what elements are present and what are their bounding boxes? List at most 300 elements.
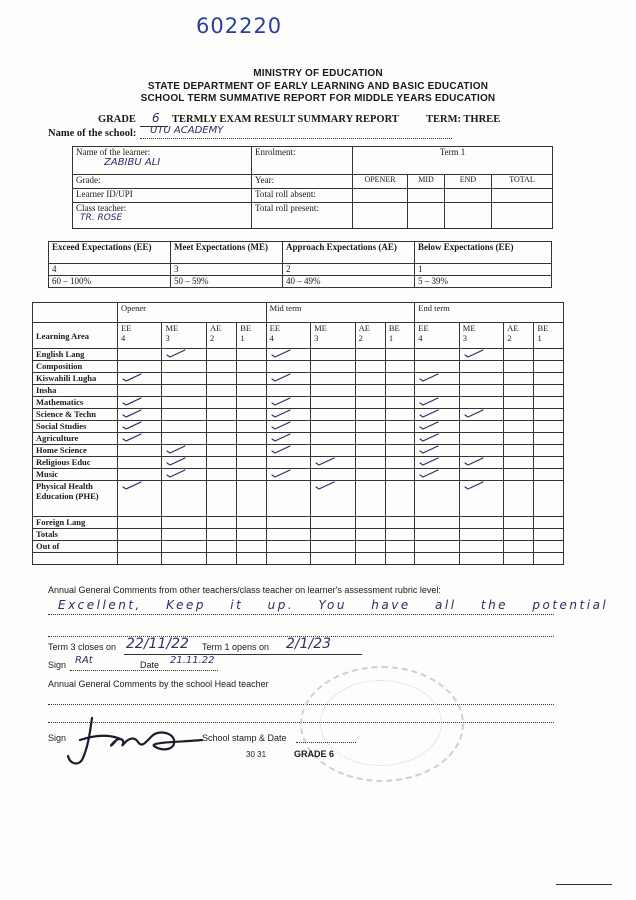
grade-cell bbox=[504, 421, 534, 433]
grade-cell bbox=[415, 445, 459, 457]
grade-cell bbox=[459, 469, 503, 481]
grade-cell bbox=[355, 397, 385, 409]
rubric-table bbox=[48, 241, 552, 288]
check-mark-icon bbox=[463, 409, 483, 417]
grade-cell bbox=[311, 517, 355, 529]
check-mark-icon bbox=[270, 421, 290, 429]
grade-cell bbox=[162, 457, 206, 469]
grade-cell bbox=[162, 409, 206, 421]
table-row bbox=[33, 529, 564, 541]
grade-cell bbox=[415, 457, 459, 469]
table-row bbox=[33, 433, 564, 445]
grade-label: GRADE bbox=[98, 114, 136, 125]
grade-cell bbox=[162, 517, 206, 529]
table-row bbox=[33, 385, 564, 397]
grade-cell bbox=[237, 517, 266, 529]
learner-info-table bbox=[72, 146, 553, 229]
table-row bbox=[33, 373, 564, 385]
grade-cell bbox=[415, 361, 459, 373]
grade-cell bbox=[385, 349, 414, 361]
level-header-cell: AE 2 bbox=[504, 323, 534, 349]
grade-cell bbox=[415, 481, 459, 517]
grade-cell bbox=[504, 541, 534, 553]
grade-cell bbox=[118, 349, 162, 361]
grade-cell bbox=[311, 349, 355, 361]
grade-cell bbox=[504, 373, 534, 385]
bottom-rule bbox=[556, 884, 612, 885]
grade-cell bbox=[534, 445, 564, 457]
rubric-header-ae: Approach Expectations (AE) bbox=[283, 242, 415, 264]
grade-cell bbox=[415, 397, 459, 409]
grade-cell bbox=[162, 553, 206, 565]
grade-cell bbox=[459, 529, 503, 541]
learning-area-name: Out of bbox=[33, 541, 118, 553]
grade-cell bbox=[385, 517, 414, 529]
table-row bbox=[33, 553, 564, 565]
grade-cell bbox=[504, 445, 534, 457]
grade-cell bbox=[162, 361, 206, 373]
grade-cell bbox=[237, 541, 266, 553]
grade-cell bbox=[162, 373, 206, 385]
grade-cell bbox=[504, 553, 534, 565]
grade-cell bbox=[237, 481, 266, 517]
grade-cell bbox=[385, 421, 414, 433]
grade-cell bbox=[355, 433, 385, 445]
learning-area-name: Foreign Lang bbox=[33, 517, 118, 529]
grade-cell bbox=[311, 553, 355, 565]
level-header-cell: ME 3 bbox=[459, 323, 503, 349]
grade-cell bbox=[534, 409, 564, 421]
grade-cell bbox=[162, 433, 206, 445]
grade-cell bbox=[415, 385, 459, 397]
learner-name-value: ZABIBU ALI bbox=[104, 157, 161, 168]
grade-cell bbox=[311, 529, 355, 541]
grade-cell bbox=[206, 553, 236, 565]
grade-cell bbox=[266, 349, 310, 361]
grade-cell bbox=[459, 349, 503, 361]
grade-cell bbox=[162, 541, 206, 553]
grade-cell bbox=[206, 469, 236, 481]
grade-cell bbox=[237, 397, 266, 409]
grade-cell bbox=[415, 409, 459, 421]
grade-cell bbox=[459, 553, 503, 565]
check-mark-icon bbox=[463, 349, 483, 357]
grade-cell bbox=[311, 385, 355, 397]
grade-cell bbox=[206, 421, 236, 433]
grade-cell bbox=[118, 529, 162, 541]
footer-grade: GRADE 6 bbox=[294, 749, 335, 759]
grade-cell bbox=[266, 385, 310, 397]
grade-cell bbox=[266, 541, 310, 553]
check-mark-icon bbox=[121, 397, 141, 405]
learning-area-name: Mathematics bbox=[33, 397, 118, 409]
rubric-point: 3 bbox=[171, 264, 283, 276]
class-teacher-value: TR. ROSE bbox=[80, 213, 123, 223]
grade-cell bbox=[118, 541, 162, 553]
grade-cell bbox=[459, 361, 503, 373]
level-header-cell: AE 2 bbox=[355, 323, 385, 349]
grade-cell bbox=[206, 361, 236, 373]
rubric-range: 60 – 100% bbox=[49, 276, 171, 288]
level-header-cell: BE 1 bbox=[237, 323, 266, 349]
grade-cell bbox=[355, 469, 385, 481]
check-mark-icon bbox=[165, 457, 185, 465]
grade-cell bbox=[206, 397, 236, 409]
grade-cell bbox=[385, 397, 414, 409]
grade-cell bbox=[266, 445, 310, 457]
grade-cell bbox=[118, 421, 162, 433]
grade-cell bbox=[534, 457, 564, 469]
level-header-cell: BE 1 bbox=[534, 323, 564, 349]
learning-area-name: Agriculture bbox=[33, 433, 118, 445]
rubric-point: 2 bbox=[283, 264, 415, 276]
check-mark-icon bbox=[165, 445, 185, 453]
grade-cell bbox=[385, 433, 414, 445]
grade-cell bbox=[118, 409, 162, 421]
term-closes-label: Term 3 closes on bbox=[48, 642, 117, 652]
learning-area-name: Home Science bbox=[33, 445, 118, 457]
class-teacher-cell bbox=[73, 203, 252, 229]
period-header-endterm: End term bbox=[415, 303, 564, 323]
grade-cell bbox=[118, 517, 162, 529]
check-mark-icon bbox=[418, 433, 438, 441]
sign-label: Sign bbox=[48, 660, 67, 670]
sign-value: RAt bbox=[75, 655, 93, 666]
check-mark-icon bbox=[121, 481, 141, 489]
grade-cell bbox=[355, 553, 385, 565]
grade-cell bbox=[385, 553, 414, 565]
rubric-point: 1 bbox=[415, 264, 552, 276]
grade-cell bbox=[415, 469, 459, 481]
grade-cell bbox=[237, 529, 266, 541]
grade-cell bbox=[355, 361, 385, 373]
grade-cell bbox=[415, 433, 459, 445]
grade-cell bbox=[459, 517, 503, 529]
learning-area-name: Physical Health Education (PHE) bbox=[33, 481, 118, 517]
grade-cell bbox=[504, 529, 534, 541]
grade-cell bbox=[266, 409, 310, 421]
grade-cell bbox=[385, 361, 414, 373]
grade-cell bbox=[266, 529, 310, 541]
grade-cell bbox=[311, 433, 355, 445]
grade-cell bbox=[355, 385, 385, 397]
grade-cell bbox=[237, 469, 266, 481]
grade-cell bbox=[415, 373, 459, 385]
check-mark-icon bbox=[418, 373, 438, 381]
rubric-range: 40 – 49% bbox=[283, 276, 415, 288]
grade-cell bbox=[355, 457, 385, 469]
check-mark-icon bbox=[270, 433, 290, 441]
table-row bbox=[33, 349, 564, 361]
table-row bbox=[33, 541, 564, 553]
table-row bbox=[33, 457, 564, 469]
grade-cell bbox=[162, 445, 206, 457]
grade-cell bbox=[534, 349, 564, 361]
grade-cell bbox=[162, 529, 206, 541]
grade-cell bbox=[355, 421, 385, 433]
grade-cell bbox=[534, 397, 564, 409]
grade-cell bbox=[311, 481, 355, 517]
grade-cell bbox=[118, 373, 162, 385]
grade-cell bbox=[266, 433, 310, 445]
grade-cell bbox=[459, 433, 503, 445]
grade-cell bbox=[206, 349, 236, 361]
learning-area-name: Religious Educ bbox=[33, 457, 118, 469]
grade-cell bbox=[237, 433, 266, 445]
grade-cell bbox=[534, 385, 564, 397]
grade-cell bbox=[162, 397, 206, 409]
total-label: TOTAL bbox=[492, 175, 553, 189]
grade-cell bbox=[459, 409, 503, 421]
grade-cell bbox=[504, 349, 534, 361]
table-row bbox=[33, 469, 564, 481]
opener-label: OPENER bbox=[353, 175, 408, 189]
grade-cell bbox=[311, 361, 355, 373]
page-numbers: 30 31 bbox=[246, 750, 267, 759]
grade-cell bbox=[534, 553, 564, 565]
grade-cell bbox=[266, 553, 310, 565]
grade-cell bbox=[311, 397, 355, 409]
grade-cell bbox=[355, 445, 385, 457]
grade-cell bbox=[237, 421, 266, 433]
head-signature bbox=[62, 712, 212, 768]
grade-cell bbox=[237, 349, 266, 361]
check-mark-icon bbox=[314, 457, 334, 465]
grade-cell bbox=[355, 517, 385, 529]
learning-area-name: Social Studies bbox=[33, 421, 118, 433]
grade-cell bbox=[266, 397, 310, 409]
grade-cell bbox=[355, 529, 385, 541]
grade-cell bbox=[385, 481, 414, 517]
grade-cell bbox=[311, 469, 355, 481]
grade-cell bbox=[415, 349, 459, 361]
term-opens-value: 2/1/23 bbox=[286, 636, 332, 652]
head-comment-label: Annual General Comments by the school Head teacher bbox=[48, 679, 269, 689]
learning-area-name: Insha bbox=[33, 385, 118, 397]
grade-cell bbox=[534, 433, 564, 445]
check-mark-icon bbox=[270, 469, 290, 477]
learning-area-header: Learning Area bbox=[33, 323, 118, 349]
learner-id-label: Learner ID/UPI bbox=[73, 189, 252, 203]
grade-cell bbox=[504, 397, 534, 409]
check-mark-icon bbox=[165, 349, 185, 357]
grade-cell bbox=[206, 517, 236, 529]
report-title: TERMLY EXAM RESULT SUMMARY REPORT bbox=[172, 114, 399, 125]
roll-absent-label: Total roll absent: bbox=[252, 189, 353, 203]
grade-cell bbox=[266, 469, 310, 481]
rubric-header-me: Meet Expectations (ME) bbox=[171, 242, 283, 264]
grade-cell bbox=[504, 433, 534, 445]
mid-label: MID bbox=[408, 175, 445, 189]
check-mark-icon bbox=[165, 469, 185, 477]
grade-cell bbox=[206, 433, 236, 445]
rubric-range: 5 – 39% bbox=[415, 276, 552, 288]
grade-cell bbox=[237, 553, 266, 565]
grade-cell bbox=[118, 469, 162, 481]
end-label: END bbox=[445, 175, 492, 189]
grade-cell bbox=[237, 409, 266, 421]
level-header-cell: EE 4 bbox=[118, 323, 162, 349]
grade-cell bbox=[266, 421, 310, 433]
learning-area-name bbox=[33, 553, 118, 565]
grade-cell bbox=[504, 481, 534, 517]
period-header-opener: Opener bbox=[118, 303, 267, 323]
check-mark-icon bbox=[270, 445, 290, 453]
check-mark-icon bbox=[418, 397, 438, 405]
grade-cell bbox=[534, 541, 564, 553]
level-header-cell: AE 2 bbox=[206, 323, 236, 349]
grade-cell bbox=[504, 457, 534, 469]
stamp-date-label: School stamp & Date bbox=[202, 733, 287, 743]
head-sign-label: Sign bbox=[48, 733, 67, 743]
rubric-point: 4 bbox=[49, 264, 171, 276]
term-closes-value: 22/11/22 bbox=[126, 636, 189, 652]
learner-name-label: Name of the learner: bbox=[76, 147, 151, 157]
grade-cell bbox=[504, 517, 534, 529]
grade-cell bbox=[237, 457, 266, 469]
grade-value: 6 bbox=[152, 111, 160, 125]
table-row bbox=[33, 517, 564, 529]
date-value: 21.11.22 bbox=[170, 655, 215, 666]
teacher-comment-value: Excellent, Keep it up. You have all the potential bbox=[58, 598, 609, 612]
table-row bbox=[33, 481, 564, 517]
grade-cell bbox=[459, 445, 503, 457]
level-header-cell: ME 3 bbox=[311, 323, 355, 349]
check-mark-icon bbox=[270, 409, 290, 417]
grade-cell bbox=[534, 421, 564, 433]
grade-cell bbox=[385, 457, 414, 469]
grade-cell bbox=[206, 409, 236, 421]
learning-area-grid bbox=[32, 302, 564, 565]
grade-cell bbox=[266, 373, 310, 385]
stamp-inner-ring bbox=[320, 680, 442, 766]
table-row bbox=[33, 361, 564, 373]
grade-cell bbox=[118, 385, 162, 397]
learner-name-cell bbox=[73, 147, 252, 175]
rubric-header-ee: Exceed Expectations (EE) bbox=[49, 242, 171, 264]
grade-cell bbox=[266, 481, 310, 517]
grade-cell bbox=[415, 421, 459, 433]
check-mark-icon bbox=[418, 421, 438, 429]
grade-cell bbox=[206, 541, 236, 553]
grade-cell bbox=[118, 445, 162, 457]
grade-cell bbox=[237, 385, 266, 397]
check-mark-icon bbox=[418, 457, 438, 465]
rubric-header-be: Below Expectations (EE) bbox=[415, 242, 552, 264]
enrolment-label: Enrolment: bbox=[252, 147, 353, 175]
learning-area-name: Composition bbox=[33, 361, 118, 373]
grade-cell bbox=[311, 421, 355, 433]
grade-cell bbox=[459, 397, 503, 409]
date-label: Date bbox=[140, 660, 160, 670]
table-row bbox=[33, 445, 564, 457]
grade-cell bbox=[311, 409, 355, 421]
year-label: Year: bbox=[252, 175, 353, 189]
grade-cell bbox=[459, 373, 503, 385]
grade-cell bbox=[504, 469, 534, 481]
school-label: Name of the school: bbox=[48, 128, 137, 139]
grade-cell bbox=[459, 541, 503, 553]
grade-cell bbox=[118, 361, 162, 373]
grade-cell bbox=[385, 373, 414, 385]
level-header-cell: EE 4 bbox=[415, 323, 459, 349]
grade-cell bbox=[355, 409, 385, 421]
grade-cell bbox=[311, 373, 355, 385]
grade-cell bbox=[237, 373, 266, 385]
grade-cell bbox=[162, 349, 206, 361]
grade-cell bbox=[355, 541, 385, 553]
grade-cell bbox=[355, 349, 385, 361]
check-mark-icon bbox=[121, 409, 141, 417]
school-name: UTU ACADEMY bbox=[150, 125, 224, 136]
grade-cell bbox=[118, 433, 162, 445]
period-header-midterm: Mid term bbox=[266, 303, 415, 323]
grade-field-label: Grade: bbox=[73, 175, 252, 189]
grade-cell bbox=[534, 529, 564, 541]
learning-area-name: Science & Techn bbox=[33, 409, 118, 421]
grade-cell bbox=[162, 469, 206, 481]
ministry-title: MINISTRY OF EDUCATION bbox=[253, 68, 383, 79]
grade-cell bbox=[504, 385, 534, 397]
table-row bbox=[33, 397, 564, 409]
term-label: TERM: THREE bbox=[426, 114, 501, 125]
learning-area-name: Kiswahili Lugha bbox=[33, 373, 118, 385]
check-mark-icon bbox=[314, 481, 334, 489]
grade-cell bbox=[206, 373, 236, 385]
check-mark-icon bbox=[463, 457, 483, 465]
check-mark-icon bbox=[270, 373, 290, 381]
class-teacher-label: Class teacher: bbox=[76, 203, 127, 213]
grade-cell bbox=[459, 385, 503, 397]
check-mark-icon bbox=[463, 481, 483, 489]
grade-cell bbox=[385, 409, 414, 421]
grade-cell bbox=[459, 457, 503, 469]
grade-cell bbox=[162, 385, 206, 397]
grade-cell bbox=[266, 361, 310, 373]
grade-cell bbox=[459, 481, 503, 517]
grade-cell bbox=[118, 481, 162, 517]
grade-cell bbox=[534, 361, 564, 373]
check-mark-icon bbox=[270, 349, 290, 357]
grade-cell bbox=[206, 481, 236, 517]
grade-cell bbox=[118, 457, 162, 469]
grade-cell bbox=[385, 445, 414, 457]
grade-cell bbox=[534, 517, 564, 529]
rubric-range: 50 – 59% bbox=[171, 276, 283, 288]
grade-cell bbox=[118, 553, 162, 565]
grade-cell bbox=[206, 529, 236, 541]
grade-cell bbox=[385, 529, 414, 541]
grade-cell bbox=[385, 541, 414, 553]
grade-cell bbox=[415, 541, 459, 553]
grade-cell bbox=[504, 361, 534, 373]
table-row bbox=[33, 409, 564, 421]
grade-cell bbox=[415, 529, 459, 541]
level-header-cell: BE 1 bbox=[385, 323, 414, 349]
grade-cell bbox=[415, 517, 459, 529]
grade-cell bbox=[206, 385, 236, 397]
grade-cell bbox=[459, 421, 503, 433]
roll-present-label: Total roll present: bbox=[252, 203, 353, 229]
grade-cell bbox=[311, 541, 355, 553]
term-opens-label: Term 1 opens on bbox=[202, 642, 270, 652]
report-type-title: SCHOOL TERM SUMMATIVE REPORT FOR MIDDLE YEARS EDUCATION bbox=[140, 93, 496, 104]
grade-cell bbox=[206, 445, 236, 457]
level-header-cell: ME 3 bbox=[162, 323, 206, 349]
learning-area-name: Totals bbox=[33, 529, 118, 541]
grade-cell bbox=[355, 481, 385, 517]
check-mark-icon bbox=[418, 469, 438, 477]
